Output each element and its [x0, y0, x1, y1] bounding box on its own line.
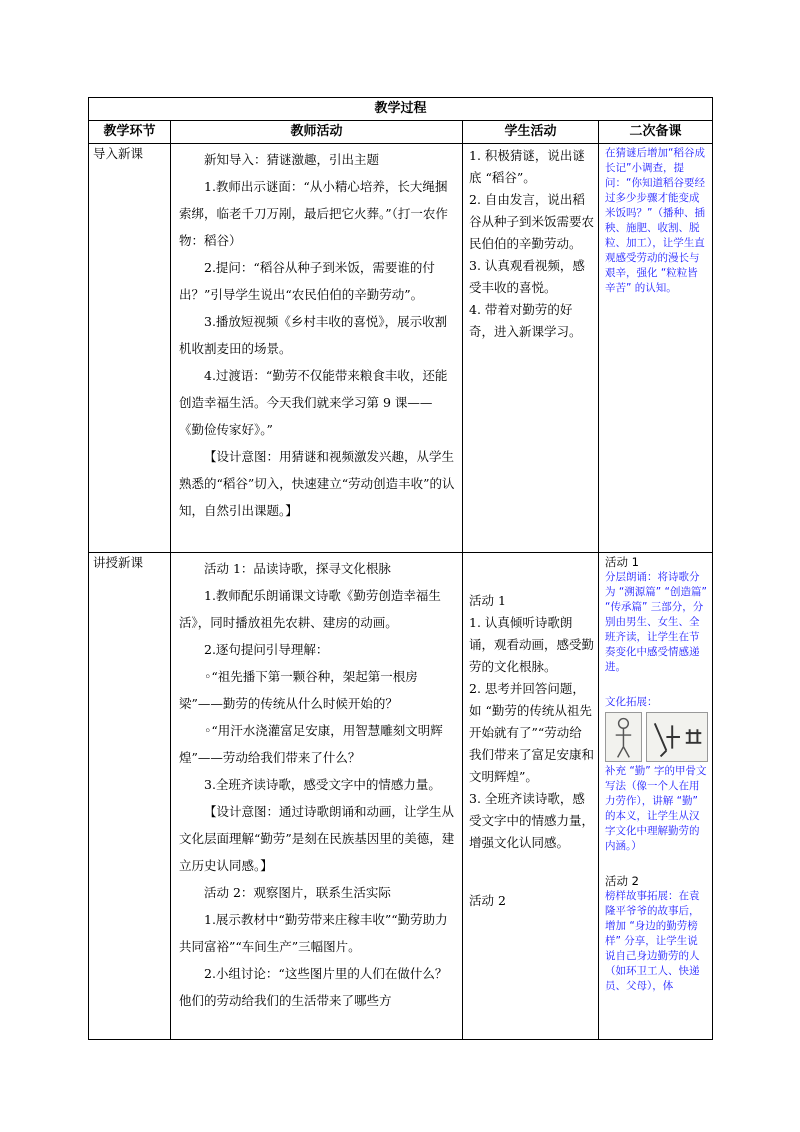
- oracle-bone-figure: [605, 712, 708, 762]
- student-item: 1. 认真倾听诗歌朗诵，观看动画，感受勤劳的文化根脉。: [469, 615, 595, 674]
- note-text: 补充 “勤” 字的甲骨文写法（像一个人在用力劳作），讲解 “勤” 的本义，让学生从汉字文化中理解勤劳的内涵。）: [605, 765, 707, 852]
- notes-intro: [599, 144, 713, 553]
- teacher-paragraph: 3.播放短视频《乡村丰收的喜悦》，展示收割机收割麦田的场景。: [179, 314, 448, 356]
- teaching-process-table: [88, 97, 713, 1040]
- student-activity-label: 活动 2: [469, 893, 506, 908]
- teacher-paragraph: ◦“用汗水浇灌富足安康，用智慧雕刻文明辉煌”——劳动给我们带来了什么？: [179, 723, 443, 765]
- teacher-paragraph: 2.提问：“稻谷从种子到米饭，需要谁的付出？”引导学生说出“农民伯伯的辛勤劳动”。: [179, 260, 435, 302]
- header-notes: 二次备课: [599, 121, 713, 144]
- student-activity-teaching: [463, 553, 599, 1040]
- teacher-paragraph: 活动 1：品读诗歌，探寻文化根脉: [204, 561, 391, 576]
- note-activity-label: 活动 2: [605, 874, 639, 888]
- note-activity-label: 活动 1: [605, 555, 639, 569]
- figure-person-icon: [605, 712, 642, 762]
- teacher-paragraph: 1.教师出示谜面：“从小精心培养，长大绳捆索绑，临老千刀万剐，最后把它火葬。”（打一农作物：稻谷）: [179, 179, 448, 248]
- teacher-paragraph: ◦“祖先播下第一颗谷种，架起第一根房梁”——勤劳的传统从什么时候开始的？: [179, 669, 418, 711]
- header-teacher: 教师活动: [171, 121, 463, 144]
- student-item: 4. 带着对勤劳的好奇，进入新课学习。: [469, 302, 582, 339]
- header-student: 学生活动: [463, 121, 599, 144]
- design-intent: 【设计意图：用猜谜和视频激发兴趣，从学生熟悉的“稻谷”切入，快速建立“劳动创造丰收”的认知，自然引出课题。】: [179, 449, 455, 518]
- note-text: 在猜谜后增加“稻谷成长记”小调查，提问：“你知道稻谷要经过多少步骤才能变成米饭吗？”（播种、插秧、施肥、收割、脱粒、加工），让学生直观感受劳动的漫长与艰辛，强化 “粒粒皆辛苦” 的认知。: [605, 147, 705, 294]
- student-item: 1. 积极猜谜，说出谜底 “稻谷”。: [469, 148, 585, 185]
- stage-intro: 导入新课: [89, 144, 171, 553]
- teacher-paragraph: 1.教师配乐朗诵课文诗歌《勤劳创造幸福生活》，同时播放祖先农耕、建房的动画。: [179, 588, 441, 630]
- teacher-paragraph: 2.小组讨论：“这些图片里的人们在做什么？他们的劳动给我们的生活带来了哪些方: [179, 966, 448, 1008]
- teacher-activity-teaching: [171, 553, 463, 1040]
- teacher-paragraph: 4.过渡语：“勤劳不仅能带来粮食丰收，还能创造幸福生活。今天我们就来学习第 9 课——《勤俭传家好》。”: [179, 368, 448, 437]
- teacher-paragraph: 活动 2：观察图片，联系生活实际: [204, 885, 391, 900]
- note-text: 分层朗诵：将诗歌分为 “溯源篇” “创造篇” “传承篇” 三部分，分别由男生、女生、全班齐读，让学生在节奏变化中感受情感递进。: [605, 571, 707, 673]
- teacher-paragraph: 2.逐句提问引导理解：: [204, 642, 329, 657]
- teacher-paragraph: 3.全班齐读诗歌，感受文字中的情感力量。: [204, 777, 441, 792]
- note-subtitle: 文化拓展：: [605, 696, 658, 708]
- table-title: 教学过程: [89, 98, 713, 121]
- student-activity-intro: [463, 144, 599, 553]
- student-item: 3. 全班齐读诗歌，感受文字中的情感力量，增强文化认同感。: [469, 791, 595, 850]
- header-stage: 教学环节: [89, 121, 171, 144]
- student-item: 2. 自由发言，说出稻谷从种子到米饭需要农民伯伯的辛勤劳动。: [469, 192, 595, 251]
- student-item: 2. 思考并回答问题，如 “勤劳的传统从祖先开始就有了”“劳动给我们带来了富足安康和文明辉煌”。: [469, 681, 595, 784]
- oracle-bone-glyph-icon: [646, 712, 708, 762]
- notes-teaching: [599, 553, 713, 1040]
- design-intent: 【设计意图：通过诗歌朗诵和动画，让学生从文化层面理解“勤劳”是刻在民族基因里的美德，建立历史认同感。】: [179, 804, 455, 873]
- teacher-paragraph: 1.展示教材中“勤劳带来庄稼丰收”“勤劳助力共同富裕”“车间生产”三幅图片。: [179, 912, 448, 954]
- teacher-activity-intro: [171, 144, 463, 553]
- teacher-paragraph: 新知导入：猜谜激趣，引出主题: [204, 152, 380, 167]
- student-item: 3. 认真观看视频，感受丰收的喜悦。: [469, 258, 585, 295]
- table-row: [89, 144, 713, 553]
- table-row: [89, 553, 713, 1040]
- note-text: 榜样故事拓展：在袁隆平爷爷的故事后，增加 “身边的勤劳榜样” 分享，让学生说说自己身边勤劳的人（如环卫工人、快递员、父母），体: [605, 890, 700, 992]
- student-activity-label: 活动 1: [469, 593, 506, 608]
- stage-teaching: 讲授新课: [89, 553, 171, 1040]
